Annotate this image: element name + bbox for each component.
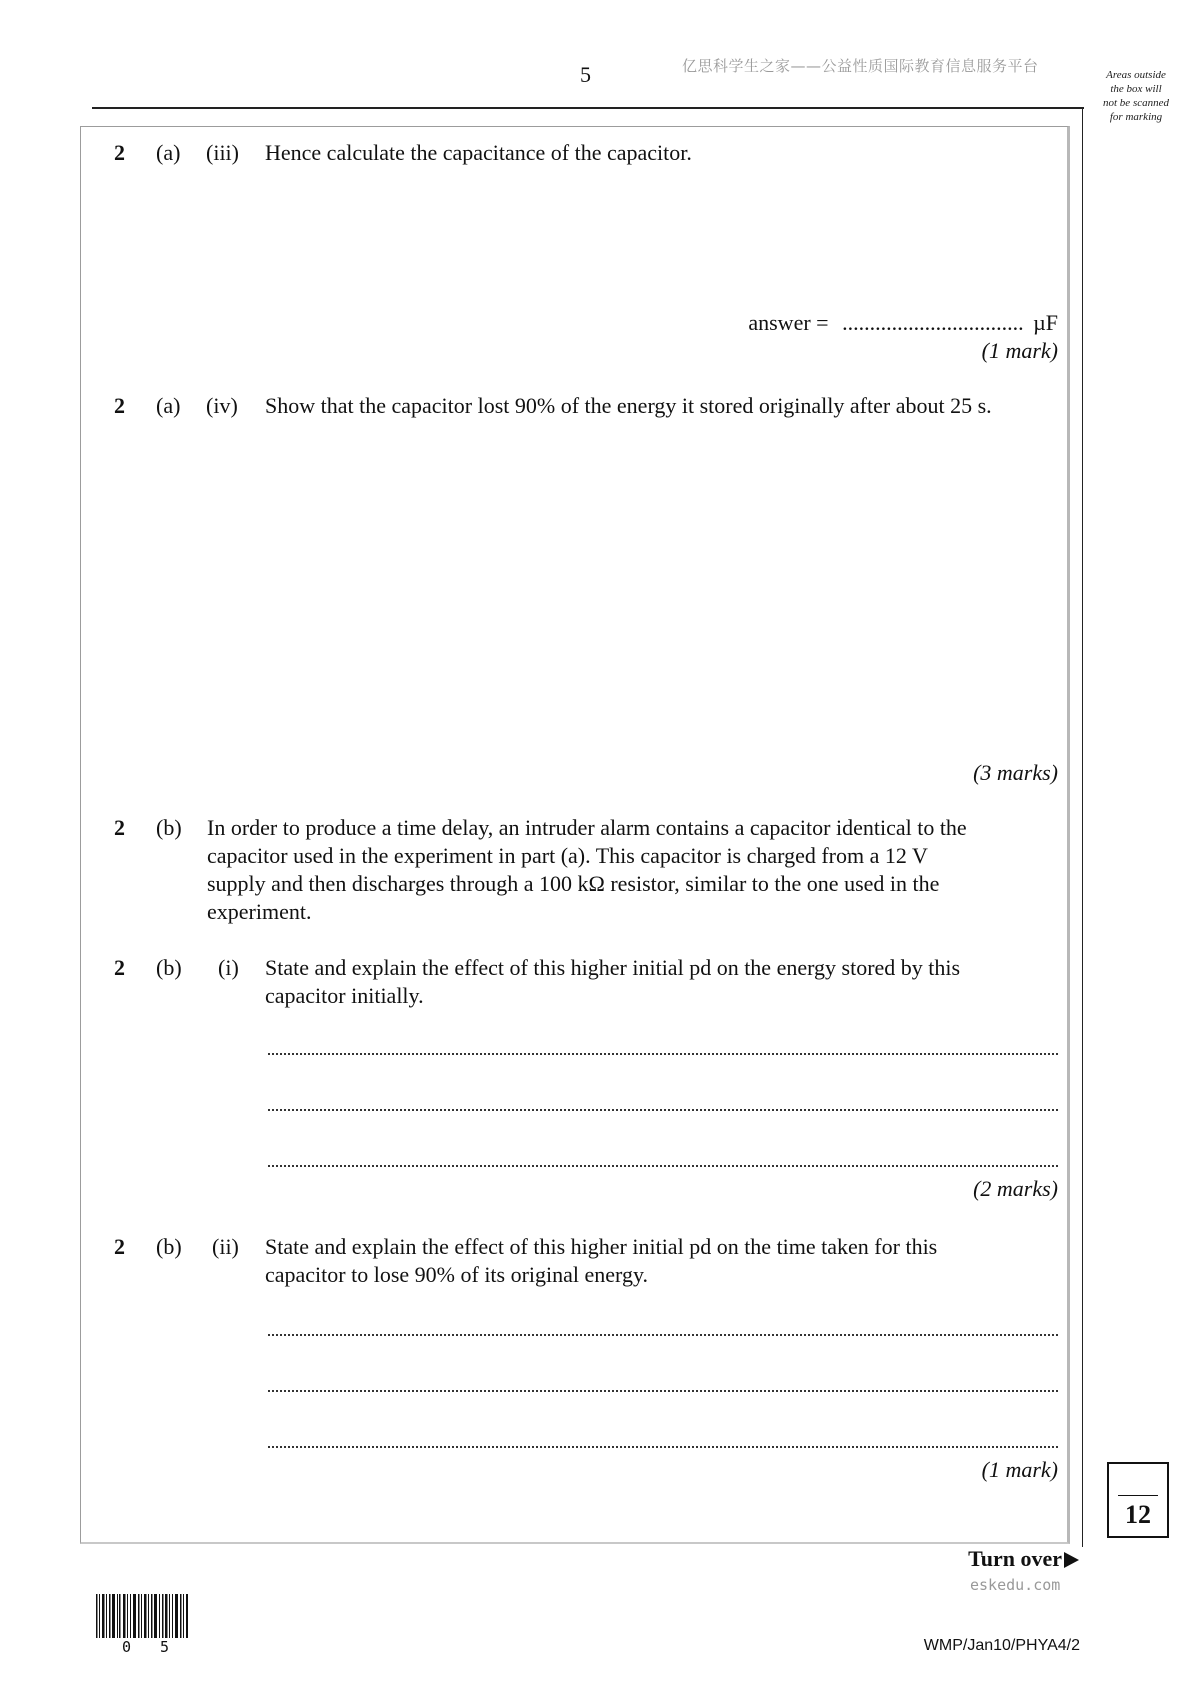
question-number: 2 <box>114 393 125 418</box>
question-part: (b) <box>156 955 182 980</box>
margin-note: Areas outside the box will not be scanned for marking <box>1103 69 1169 123</box>
answer-line-field[interactable] <box>268 1165 1058 1167</box>
marks-label: (3 marks) <box>973 760 1058 785</box>
answer-label: answer = <box>748 310 829 335</box>
header-rule <box>92 107 1084 109</box>
question-text: State and explain the effect of this higher initial pd on the time taken for this capacitor to lose 90% of its original energy. <box>265 1234 938 1287</box>
question-part: (b) <box>156 1234 182 1259</box>
question-text: In order to produce a time delay, an intruder alarm contains a capacitor identical to the capacitor used in the experiment in part (a). This capacitor is charged from a 12 V supply and then discharges through a 100 kΩ resistor, similar to the one used in the experiment. <box>207 815 967 924</box>
watermark-text: 亿思科学生之家——公益性质国际教育信息服务平台 <box>682 57 1039 75</box>
question-number: 2 <box>114 815 125 840</box>
question-subpart: (iii) <box>206 140 239 165</box>
question-part: (a) <box>156 140 181 165</box>
marks-label: (1 mark) <box>981 338 1058 363</box>
question-subpart: (ii) <box>212 1234 239 1259</box>
question-number: 2 <box>114 140 125 165</box>
marks-label: (1 mark) <box>981 1457 1058 1482</box>
margin-line <box>1082 107 1083 1547</box>
paper-code: WMP/Jan10/PHYA4/2 <box>923 1637 1080 1654</box>
question-subpart: (iv) <box>206 393 238 418</box>
answer-unit: µF <box>1033 310 1058 335</box>
question-text: Hence calculate the capacitance of the capacitor. <box>265 140 692 165</box>
question-subpart: (i) <box>218 955 239 980</box>
question-text: State and explain the effect of this higher initial pd on the energy stored by this capacitor initially. <box>265 955 961 1008</box>
triangle-right-icon <box>1064 1552 1079 1568</box>
question-part: (b) <box>156 815 182 840</box>
barcode-icon <box>96 1594 188 1638</box>
answer-line-field[interactable] <box>268 1053 1058 1055</box>
answer-field[interactable]: ................................. <box>842 310 1024 335</box>
answer-line-field[interactable] <box>268 1446 1058 1448</box>
answer-line-field[interactable] <box>268 1109 1058 1111</box>
question-part: (a) <box>156 393 181 418</box>
question-number: 2 <box>114 955 125 980</box>
question-text: Show that the capacitor lost 90% of the energy it stored originally after about 25 s. <box>265 393 992 418</box>
answer-line-field[interactable] <box>268 1334 1058 1336</box>
marks-label: (2 marks) <box>973 1176 1058 1201</box>
site-watermark: eskedu.com <box>970 1576 1061 1594</box>
question-number: 2 <box>114 1234 125 1259</box>
answer-line-field[interactable] <box>268 1390 1058 1392</box>
score-divider <box>1118 1495 1158 1496</box>
answer-line <box>748 309 1058 337</box>
barcode-number: 0 5 <box>122 1638 180 1656</box>
turn-over-label: Turn over <box>968 1546 1062 1571</box>
page-number: 5 <box>580 62 591 87</box>
score-total: 12 <box>1125 1500 1151 1529</box>
